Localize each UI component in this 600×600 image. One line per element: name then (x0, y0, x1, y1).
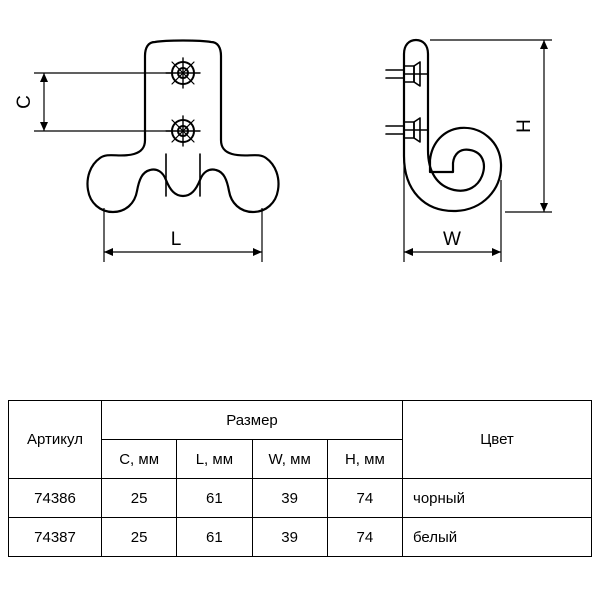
cell-l: 61 (177, 518, 252, 557)
table-row (9, 518, 592, 557)
header-dim-l: L, мм (177, 440, 252, 479)
dim-label-l: L (170, 229, 182, 250)
spec-table (8, 400, 592, 557)
front-view-group (88, 41, 279, 213)
cell-h: 74 (327, 479, 402, 518)
dim-label-c: C (14, 95, 35, 109)
cell-c: 25 (102, 518, 177, 557)
header-dim-w: W, мм (252, 440, 327, 479)
header-article: Артикул (9, 401, 102, 479)
cell-w: 39 (252, 518, 327, 557)
cell-article: 74387 (9, 518, 102, 557)
side-view-outline (404, 40, 501, 211)
table-header-row-1 (9, 401, 592, 440)
side-screw-lower (386, 118, 428, 142)
dim-label-w: W (443, 229, 461, 250)
header-size-group: Размер (102, 401, 403, 440)
cell-color: белый (403, 518, 592, 557)
header-dim-c: C, мм (102, 440, 177, 479)
spec-table-head (9, 401, 592, 479)
header-dim-h: H, мм (327, 440, 402, 479)
dim-label-h: H (514, 119, 535, 133)
cell-article: 74386 (9, 479, 102, 518)
cell-h: 74 (327, 518, 402, 557)
header-color: Цвет (403, 401, 592, 479)
spec-table-container (8, 400, 592, 557)
cell-c: 25 (102, 479, 177, 518)
dimension-l (104, 208, 262, 262)
cell-l: 61 (177, 479, 252, 518)
side-screw-upper (386, 62, 428, 86)
cell-color: чорный (403, 479, 592, 518)
side-view-group (386, 40, 501, 211)
table-row (9, 479, 592, 518)
spec-table-body (9, 479, 592, 557)
dimension-c (34, 73, 172, 131)
cell-w: 39 (252, 479, 327, 518)
